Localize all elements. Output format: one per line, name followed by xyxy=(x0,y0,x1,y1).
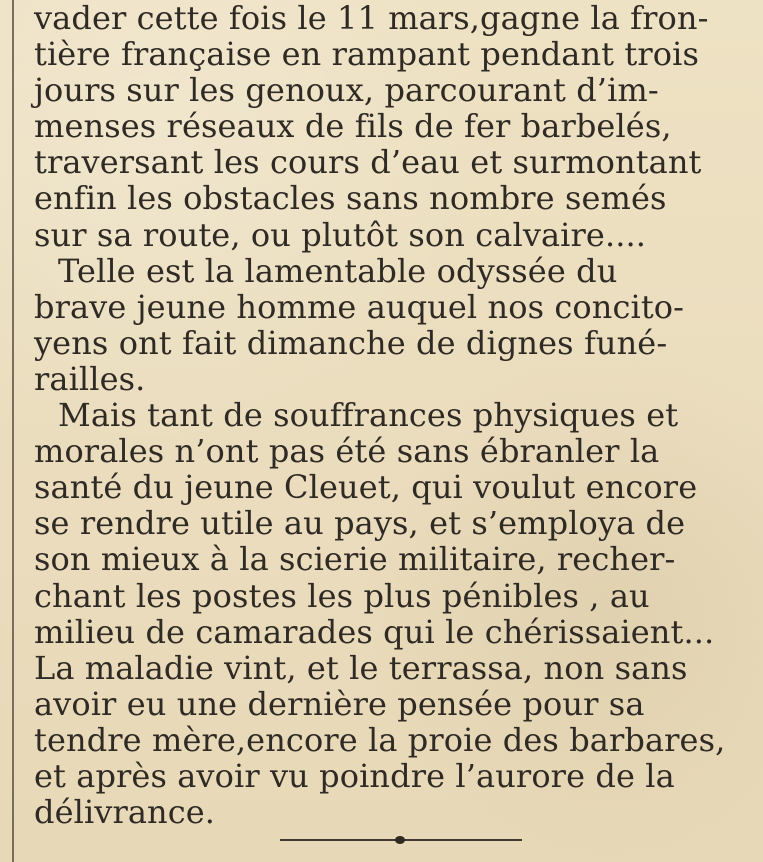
article-line: Mais tant de souffrances physiques et xyxy=(58,396,679,435)
article-line: railles. xyxy=(34,359,146,398)
article-line: milieu de camarades qui le chérissaient... xyxy=(34,612,715,651)
article-line: vader cette fois le 11 mars,gagne la fron- xyxy=(34,0,709,37)
article-line: traversant les cours d’eau et surmontant xyxy=(34,143,702,182)
article-line: yens ont fait dimanche de dignes funé- xyxy=(34,323,668,362)
article-line: morales n’ont pas été sans ébranler la xyxy=(34,432,660,471)
article-line: menses réseaux de fils de fer barbelés, xyxy=(34,107,672,146)
article-line: enfin les obstacles sans nombre semés xyxy=(34,179,667,218)
article-line: santé du jeune Cleuet, qui voulut encore xyxy=(34,468,698,507)
article-line: brave jeune homme auquel nos concito- xyxy=(34,287,685,326)
article-line: La maladie vint, et le terrassa, non sans xyxy=(34,648,688,687)
article-line: se rendre utile au pays, et s’employa de xyxy=(34,504,686,543)
article-line: délivrance. xyxy=(34,793,216,832)
article-text xyxy=(34,0,754,830)
article-line: tière française en rampant pendant trois xyxy=(34,35,699,74)
section-separator xyxy=(280,836,522,844)
separator-ornament xyxy=(395,836,405,844)
article-line: jours sur les genoux, parcourant d’im- xyxy=(34,71,659,110)
article-line: avoir eu une dernière pensée pour sa xyxy=(34,684,645,723)
article-line: chant les postes les plus pénibles , au xyxy=(34,576,650,615)
article-line: Telle est la lamentable odyssée du xyxy=(58,251,618,290)
article-line: tendre mère,encore la proie des barbares, xyxy=(34,720,726,759)
article-line: sur sa route, ou plutôt son calvaire.... xyxy=(34,215,647,254)
article-line: et après avoir vu poindre l’aurore de la xyxy=(34,756,675,795)
article-line: son mieux à la scierie militaire, recher- xyxy=(34,540,676,579)
left-column-rule xyxy=(12,0,14,862)
